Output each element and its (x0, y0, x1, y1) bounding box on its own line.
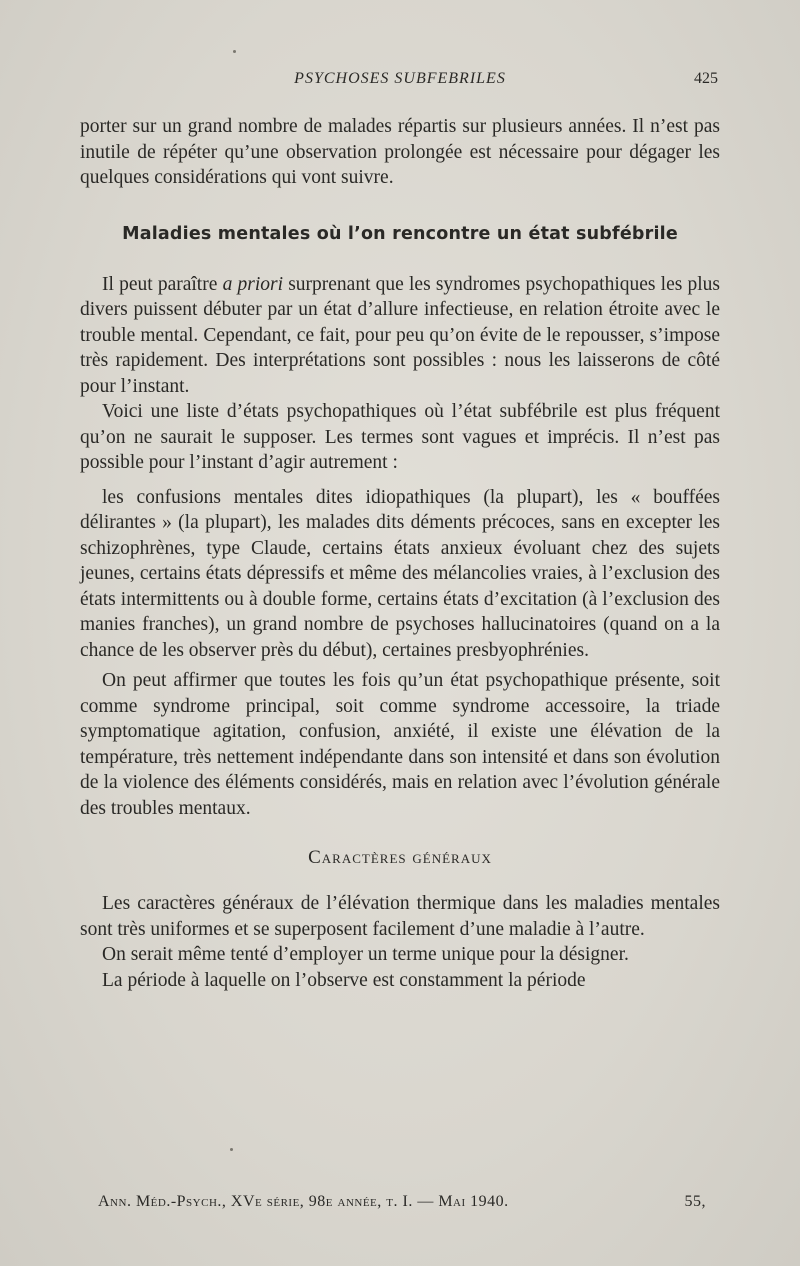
paper-speck (230, 1148, 233, 1151)
page-footer (98, 1193, 708, 1211)
paragraph-list: les confusions mentales dites idiopathiques (la plupart), les « bouffées délirantes » (la plupart), les malades dits déments précoces, sans en excepter les schizophrènes, type Claude, certains états anxieux évoluant chez des sujets jeunes, certains états dépressifs et même des mélancolies vraies, à l’exclusion des états intermittents ou à double forme, certains états d’excitation (à l’exclusion des manies franches), un grand nombre de psychoses hallucinatoires (quand on a la chance de les observer près du début), certaines presbyophrénies. (80, 486, 720, 661)
page-body (80, 114, 720, 993)
paragraph-a-priori (80, 272, 720, 400)
paragraph-continuation: porter sur un grand nombre de malades répartis sur plusieurs années. Il n’est pas inutile de répéter qu’une observation prolongée est nécessaire pour dégager les quelques considérations qui vont suivre. (80, 116, 720, 188)
paragraph-periode: La période à laquelle on l’observe est constamment la période (102, 969, 586, 991)
page-header (80, 70, 720, 94)
paragraph-text: surprenant que les syndromes psychopathiques les plus divers puissent débuter par un état d’allure infectieuse, en relation étroite avec le trouble mental. Cependant, ce fait, pour peu qu’on évite de le repousser, s’impose très rapidement. Des interprétations sont possibles : nous les laisserons de côté pour l’instant. (80, 273, 721, 397)
paragraph-caracteres: Les caractères généraux de l’élévation thermique dans les maladies mentales sont très uniformes et se superposent facilement d’une maladie à l’autre. (80, 893, 720, 940)
journal-reference: Ann. Méd.-Psych., XVe série, 98e année, t. I. — Mai 1940. (98, 1193, 509, 1210)
page-number: 425 (694, 70, 718, 87)
paragraph-terme-unique: On serait même tenté d’employer un terme unique pour la désigner. (102, 944, 629, 965)
italic-phrase: a priori (222, 273, 284, 295)
subsection-heading: Caractères généraux (308, 847, 492, 868)
paper-speck (233, 50, 236, 53)
paragraph-list-intro: Voici une liste d’états psychopathiques où l’état subfébrile est plus fréquent qu’on ne saurait le supposer. Les termes sont vagues et imprécis. Il n’est pas possible pour l’instant d’agir autrement : (80, 401, 720, 473)
paragraph-triade: On peut affirmer que toutes les fois qu’un état psychopathique présente, soit comme syndrome principal, soit comme syndrome accessoire, la triade symptomatique agitation, confusion, anxiété, il existe une élévation de la température, très nettement indépendante dans son intensité et dans son évolution de la violence des éléments considérés, mais en relation avec l’évolution générale des troubles mentaux. (80, 670, 720, 819)
paragraph-text: Il peut paraître (102, 273, 223, 295)
section-heading: Maladies mentales où l’on rencontre un état subfébrile (122, 223, 678, 244)
running-title: PSYCHOSES SUBFEBRILES (294, 70, 506, 87)
signature-mark: 55, (684, 1193, 706, 1210)
